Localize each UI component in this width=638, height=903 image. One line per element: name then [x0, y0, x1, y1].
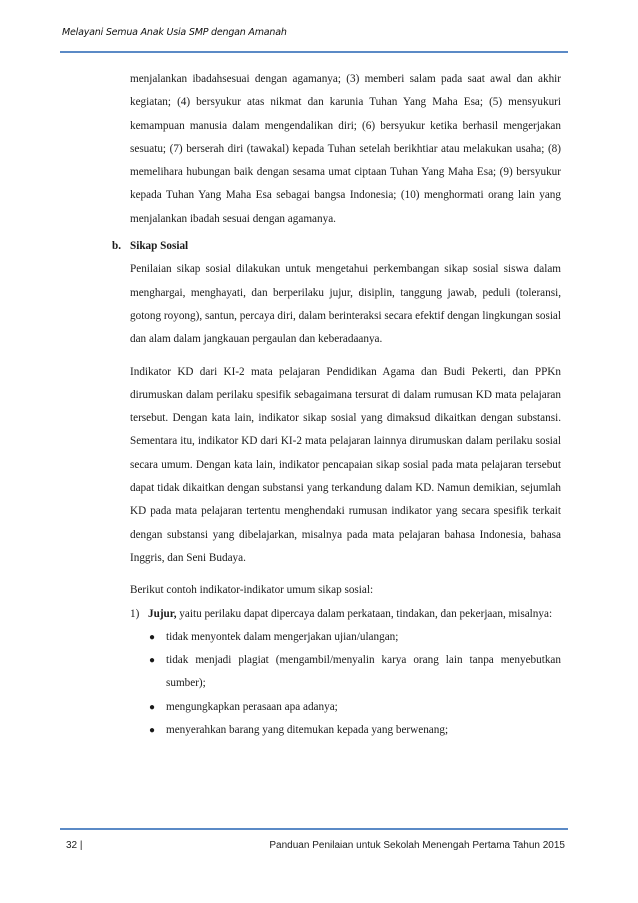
- page-number: 32 |: [66, 840, 83, 851]
- bullet-icon: ●: [149, 655, 156, 667]
- bullet-icon: ●: [149, 725, 156, 737]
- numbered-item: [130, 603, 561, 626]
- bullet-icon: ●: [149, 631, 156, 643]
- paragraph-1: Penilaian sikap sosial dilakukan untuk mengetahui perkembangan sikap sosial siswa dalam menghargai, menghayati, dan berperilaku jujur, disiplin, tanggung jawab, peduli (toleransi, gotong royong), santun, percaya diri, dalam berinteraksi secara efektif dengan lingkungan sosial dan alam dalam jangkauan pergaulan dan keberadaanya.: [130, 263, 561, 346]
- paragraph-2: Indikator KD dari KI-2 mata pelajaran Pendidikan Agama dan Budi Pekerti, dan PPKn dirumuskan dalam perilaku spesifik sebagaimana tersurat di dalam rumusan KD mata pelajaran tersebut. Dengan kata lain, indikator sikap sosial yang dimaksud dikaitkan dengan substansi. Sementara itu, indikator KD dari KI-2 mata pelajaran lainnya dirumuskan dalam perilaku sosial secara umum. Dengan kata lain, indikator pencapaian sikap sosial pada mata pelajaran tersebut dapat tidak dikaitkan dengan substansi yang terkandung dalam KD. Namun demikian, sejumlah KD pada mata pelajaran tertentu menghendaki rumusan indikator yang secara spesifik terkait dengan substansi yang dibelajarkan, misalnya pada mata pelajaran bahasa Indonesia, bahasa Inggris, dan Seni Budaya.: [130, 365, 561, 564]
- section-heading: [112, 235, 561, 258]
- section-marker: b.: [112, 240, 122, 253]
- running-header-title: Melayani Semua Anak Usia SMP dengan Amanah: [62, 27, 287, 38]
- item-text: yaitu perilaku dapat dipercaya dalam perkataan, tindakan, dan pekerjaan, misalnya:: [176, 607, 553, 620]
- bullet-list: [0, 626, 638, 742]
- item-term: Jujur,: [148, 607, 177, 620]
- footer-title: Panduan Penilaian untuk Sekolah Menengah Pertama Tahun 2015: [269, 840, 565, 851]
- header-rule: [60, 51, 568, 53]
- list-item: ● tidak menjadi plagiat (mengambil/menyalin karya orang lain tanpa menyebutkan sumber);: [166, 649, 561, 696]
- paragraph-3: Berikut contoh indikator-indikator umum sikap sosial:: [130, 584, 374, 597]
- section-title: Sikap Sosial: [130, 240, 189, 253]
- list-item: ● tidak menyontek dalam mengerjakan ujian/ulangan;: [166, 626, 561, 649]
- bullet-icon: ●: [149, 701, 156, 713]
- page-body: [0, 68, 638, 742]
- list-item: ● mengungkapkan perasaan apa adanya;: [166, 696, 561, 719]
- list-item: ● menyerahkan barang yang ditemukan kepada yang berwenang;: [166, 719, 561, 742]
- intro-paragraph: menjalankan ibadahsesuai dengan agamanya; (3) memberi salam pada saat awal dan akhir kegiatan; (4) bersyukur atas nikmat dan karunia Tuhan Yang Maha Esa; (5) mensyukuri kemampuan manusia dalam mengendalikan diri; (6) bersyukur ketika berhasil mengerjakan sesuatu; (7) berserah diri (tawakal) kepada Tuhan setelah berikhtiar atau melakukan usaha; (8) memelihara hubungan baik dengan sesama umat ciptaan Tuhan Yang Maha Esa; (9) bersyukur kepada Tuhan Yang Maha Esa sebagai bangsa Indonesia; (10) menghormati orang lain yang menjalankan ibadah sesuai dengan agamanya.: [130, 73, 561, 225]
- item-number: 1): [130, 607, 140, 620]
- footer-rule: [60, 828, 568, 830]
